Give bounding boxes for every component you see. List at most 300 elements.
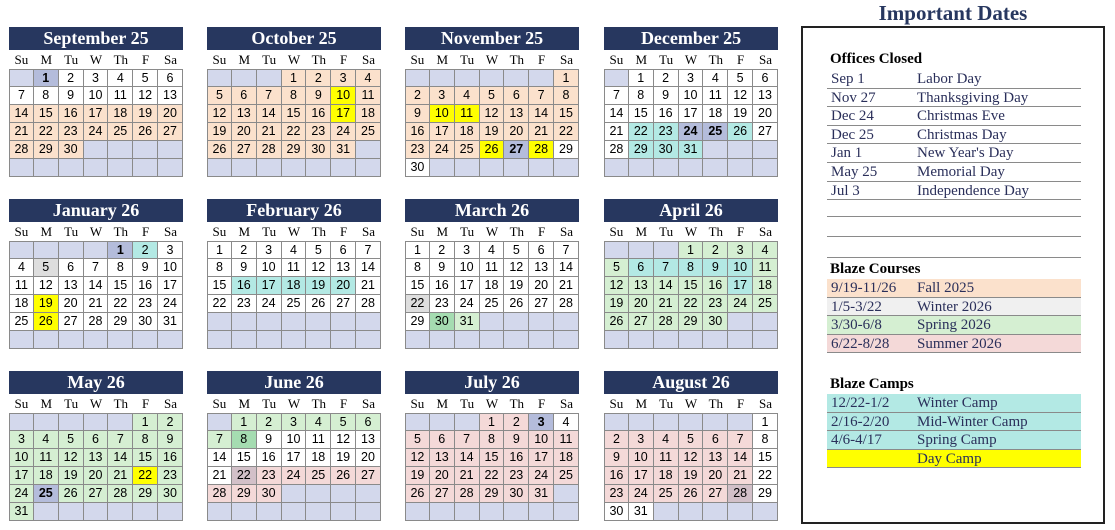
- week-row: [9, 159, 183, 177]
- day-cell: 30: [133, 313, 158, 331]
- day-cell: 27: [430, 485, 455, 503]
- day-cell: 29: [133, 485, 158, 503]
- empty-day-cell: [282, 159, 307, 177]
- empty-day-cell: [554, 331, 579, 349]
- day-cell: 23: [158, 467, 183, 485]
- day-cell: 13: [84, 449, 109, 467]
- week-row: [207, 159, 381, 177]
- day-cell: 28: [654, 313, 679, 331]
- empty-day-cell: [108, 141, 133, 159]
- day-cell: 6: [703, 431, 728, 449]
- day-cell: 26: [405, 485, 430, 503]
- empty-day-cell: [629, 159, 654, 177]
- week-row: [604, 431, 778, 449]
- empty-day-cell: [629, 331, 654, 349]
- day-cell: 26: [207, 141, 232, 159]
- day-cell: 8: [405, 259, 430, 277]
- day-cell: 19: [331, 449, 356, 467]
- day-cell: 30: [158, 485, 183, 503]
- weekday-header: [9, 50, 183, 69]
- empty-day-cell: [84, 413, 109, 431]
- empty-day-cell: [753, 331, 778, 349]
- week-row: [604, 69, 778, 87]
- closed-name: Memorial Day: [917, 164, 1005, 180]
- day-cell: 18: [753, 277, 778, 295]
- day-cell: 22: [629, 123, 654, 141]
- empty-day-cell: [282, 313, 307, 331]
- day-cell: 24: [430, 141, 455, 159]
- day-cell: 2: [306, 69, 331, 87]
- empty-day-cell: [207, 503, 232, 521]
- day-cell: 18: [654, 467, 679, 485]
- empty-day-cell: [331, 159, 356, 177]
- day-cell: 28: [257, 141, 282, 159]
- weekday-label: Th: [504, 394, 529, 413]
- month-october-25: [207, 27, 381, 177]
- day-cell: 29: [480, 485, 505, 503]
- day-cell: 24: [158, 295, 183, 313]
- day-cell: 14: [654, 277, 679, 295]
- day-cell: 31: [455, 313, 480, 331]
- empty-day-cell: [604, 413, 629, 431]
- week-row: [9, 241, 183, 259]
- course-name: Winter 2026: [917, 298, 992, 315]
- week-row: [207, 241, 381, 259]
- week-row: [9, 313, 183, 331]
- day-cell: 23: [604, 485, 629, 503]
- day-cell: 25: [108, 123, 133, 141]
- week-row: [405, 241, 579, 259]
- camp-name: Mid-Winter Camp: [917, 413, 1028, 430]
- empty-day-cell: [34, 241, 59, 259]
- day-cell: 7: [529, 87, 554, 105]
- day-cell: 24: [529, 467, 554, 485]
- day-cell: 23: [257, 467, 282, 485]
- day-cell: 27: [356, 467, 381, 485]
- day-cell: 13: [629, 277, 654, 295]
- weekday-label: Sa: [356, 222, 381, 241]
- day-cell: 7: [455, 431, 480, 449]
- day-cell: 6: [430, 431, 455, 449]
- day-cell: 16: [604, 467, 629, 485]
- weekday-label: Th: [306, 222, 331, 241]
- day-cell: 10: [84, 87, 109, 105]
- empty-day-cell: [504, 331, 529, 349]
- day-cell: 31: [158, 313, 183, 331]
- weekday-label: Sa: [158, 222, 183, 241]
- day-cell: 27: [331, 295, 356, 313]
- weekday-label: Sa: [158, 394, 183, 413]
- empty-day-cell: [9, 331, 34, 349]
- weekday-label: Sa: [356, 394, 381, 413]
- empty-day-cell: [9, 159, 34, 177]
- day-cell: 21: [356, 277, 381, 295]
- day-cell: 21: [455, 467, 480, 485]
- day-cell: 19: [504, 277, 529, 295]
- day-cell: 12: [728, 87, 753, 105]
- empty-day-cell: [654, 503, 679, 521]
- course-row: [827, 335, 1081, 354]
- day-cell: 19: [604, 295, 629, 313]
- day-cell: 21: [9, 123, 34, 141]
- week-row: [405, 485, 579, 503]
- day-cell: 23: [504, 467, 529, 485]
- week-row: [405, 431, 579, 449]
- empty-day-cell: [455, 413, 480, 431]
- day-cell: 13: [356, 431, 381, 449]
- day-cell: 18: [9, 295, 34, 313]
- day-cell: 29: [554, 141, 579, 159]
- day-cell: 9: [59, 87, 84, 105]
- week-row: [207, 485, 381, 503]
- day-cell: 20: [504, 123, 529, 141]
- week-row: [405, 295, 579, 313]
- day-cell: 8: [108, 259, 133, 277]
- closed-row: [827, 70, 1081, 89]
- closed-date: Dec 24: [831, 108, 874, 125]
- day-cell: 1: [34, 69, 59, 87]
- empty-day-cell: [480, 331, 505, 349]
- day-cell: 4: [753, 241, 778, 259]
- week-row: [604, 87, 778, 105]
- empty-day-cell: [604, 241, 629, 259]
- day-cell: 4: [282, 241, 307, 259]
- day-cell: 31: [331, 141, 356, 159]
- day-cell: 2: [430, 241, 455, 259]
- day-cell: 3: [455, 241, 480, 259]
- closed-row: [827, 89, 1081, 108]
- day-cell: 19: [405, 467, 430, 485]
- day-cell: 16: [504, 449, 529, 467]
- day-cell: 26: [604, 313, 629, 331]
- day-cell: 21: [728, 467, 753, 485]
- empty-day-cell: [430, 503, 455, 521]
- day-cell: 14: [554, 259, 579, 277]
- day-cell: 28: [207, 485, 232, 503]
- empty-day-cell: [84, 241, 109, 259]
- day-cell: 15: [629, 105, 654, 123]
- empty-day-cell: [331, 313, 356, 331]
- day-cell: 14: [84, 277, 109, 295]
- day-cell: 17: [629, 467, 654, 485]
- day-cell: 27: [158, 123, 183, 141]
- day-cell: 21: [654, 295, 679, 313]
- day-cell: 11: [282, 259, 307, 277]
- week-row: [604, 123, 778, 141]
- week-row: [9, 259, 183, 277]
- empty-day-cell: [430, 69, 455, 87]
- week-row: [405, 159, 579, 177]
- month-june-26: [207, 371, 381, 521]
- empty-day-cell: [331, 331, 356, 349]
- empty-day-cell: [108, 413, 133, 431]
- camp-name: Winter Camp: [917, 395, 998, 411]
- weekday-header: [9, 222, 183, 241]
- weekday-label: Th: [703, 50, 728, 69]
- day-cell: 30: [306, 141, 331, 159]
- day-cell: 25: [480, 295, 505, 313]
- month-title: June 26: [207, 371, 381, 394]
- week-row: [604, 295, 778, 313]
- day-cell: 23: [654, 123, 679, 141]
- empty-day-cell: [59, 331, 84, 349]
- day-cell: 1: [753, 413, 778, 431]
- day-cell: 29: [405, 313, 430, 331]
- day-cell: 4: [9, 259, 34, 277]
- day-cell: 21: [554, 277, 579, 295]
- day-cell: 6: [356, 413, 381, 431]
- day-cell: 17: [679, 105, 704, 123]
- day-cell: 16: [306, 105, 331, 123]
- month-title: October 25: [207, 27, 381, 50]
- day-cell: 27: [703, 485, 728, 503]
- day-cell: 14: [728, 449, 753, 467]
- weekday-label: Su: [9, 50, 34, 69]
- day-cell: 12: [207, 105, 232, 123]
- empty-day-cell: [728, 503, 753, 521]
- day-cell: 6: [504, 87, 529, 105]
- weekday-label: Tu: [654, 222, 679, 241]
- empty-day-cell: [306, 503, 331, 521]
- day-cell: 20: [59, 295, 84, 313]
- camp-row: [827, 413, 1081, 432]
- day-cell: 13: [331, 259, 356, 277]
- empty-day-cell: [84, 503, 109, 521]
- day-cell: 12: [405, 449, 430, 467]
- weekday-header: [604, 50, 778, 69]
- day-cell: 12: [59, 449, 84, 467]
- weekday-label: M: [629, 394, 654, 413]
- empty-day-cell: [604, 331, 629, 349]
- empty-day-cell: [728, 159, 753, 177]
- day-cell: 1: [133, 413, 158, 431]
- empty-day-cell: [554, 313, 579, 331]
- day-cell: 20: [430, 467, 455, 485]
- empty-day-cell: [108, 503, 133, 521]
- day-cell: 23: [59, 123, 84, 141]
- weekday-label: Su: [604, 50, 629, 69]
- empty-day-cell: [629, 413, 654, 431]
- camp-date: 2/16-2/20: [831, 413, 890, 430]
- closed-name: Independence Day: [917, 182, 1030, 199]
- empty-day-cell: [679, 331, 704, 349]
- day-cell: 9: [604, 449, 629, 467]
- day-cell: 20: [232, 123, 257, 141]
- day-cell: 7: [654, 259, 679, 277]
- empty-day-cell: [405, 503, 430, 521]
- week-row: [405, 105, 579, 123]
- day-cell: 4: [306, 413, 331, 431]
- empty-day-cell: [504, 313, 529, 331]
- day-cell: 8: [232, 431, 257, 449]
- weekday-label: M: [629, 50, 654, 69]
- day-cell: 26: [480, 141, 505, 159]
- day-cell: 12: [306, 259, 331, 277]
- week-row: [9, 467, 183, 485]
- day-cell: 15: [405, 277, 430, 295]
- day-cell: 3: [158, 241, 183, 259]
- day-cell: 25: [282, 295, 307, 313]
- week-row: [405, 331, 579, 349]
- week-row: [9, 449, 183, 467]
- camp-date: [827, 450, 917, 468]
- weekday-header: [405, 394, 579, 413]
- day-cell: 30: [430, 313, 455, 331]
- day-cell: 19: [133, 105, 158, 123]
- weekday-label: M: [232, 222, 257, 241]
- empty-day-cell: [306, 313, 331, 331]
- day-cell: 24: [257, 295, 282, 313]
- month-title: July 26: [405, 371, 579, 394]
- day-cell: 1: [282, 69, 307, 87]
- empty-day-cell: [604, 69, 629, 87]
- day-cell: 1: [480, 413, 505, 431]
- day-cell: 9: [306, 87, 331, 105]
- day-cell: 30: [604, 503, 629, 521]
- day-cell: 1: [629, 69, 654, 87]
- closed-name: Thanksgiving Day: [917, 89, 1029, 106]
- week-row: [207, 413, 381, 431]
- day-cell: 28: [356, 295, 381, 313]
- day-cell: 29: [282, 141, 307, 159]
- day-cell: 14: [529, 105, 554, 123]
- closed-date: May 25: [831, 164, 878, 180]
- closed-row: [827, 182, 1081, 201]
- empty-day-cell: [331, 503, 356, 521]
- blaze-camps-title: Blaze Camps: [830, 376, 914, 392]
- day-cell: 20: [356, 449, 381, 467]
- day-cell: 9: [405, 105, 430, 123]
- week-row: [207, 449, 381, 467]
- day-cell: 29: [629, 141, 654, 159]
- weekday-label: Tu: [654, 50, 679, 69]
- day-cell: 22: [679, 295, 704, 313]
- empty-day-cell: [59, 241, 84, 259]
- weekday-label: Th: [703, 394, 728, 413]
- week-row: [207, 295, 381, 313]
- day-cell: 2: [257, 413, 282, 431]
- closed-row: [827, 144, 1081, 163]
- day-cell: 4: [554, 413, 579, 431]
- week-row: [604, 467, 778, 485]
- day-cell: 7: [9, 87, 34, 105]
- day-cell: 19: [728, 105, 753, 123]
- day-cell: 26: [331, 467, 356, 485]
- empty-day-cell: [679, 413, 704, 431]
- important-dates-title: Important Dates: [878, 1, 1028, 25]
- day-cell: 18: [282, 277, 307, 295]
- weekday-label: Tu: [455, 394, 480, 413]
- weekday-label: Th: [504, 50, 529, 69]
- day-cell: 6: [84, 431, 109, 449]
- empty-day-cell: [455, 331, 480, 349]
- day-cell: 12: [480, 105, 505, 123]
- weekday-label: Tu: [455, 50, 480, 69]
- day-cell: 6: [331, 241, 356, 259]
- closed-name: Christmas Eve: [917, 108, 1005, 125]
- week-row: [405, 87, 579, 105]
- day-cell: 26: [728, 123, 753, 141]
- day-cell: 11: [455, 105, 480, 123]
- day-cell: 17: [728, 277, 753, 295]
- week-row: [9, 69, 183, 87]
- day-cell: 25: [703, 123, 728, 141]
- day-cell: 15: [753, 449, 778, 467]
- day-cell: 3: [679, 69, 704, 87]
- day-cell: 2: [604, 431, 629, 449]
- week-row: [604, 313, 778, 331]
- weekday-label: Tu: [654, 394, 679, 413]
- weekday-label: W: [84, 222, 109, 241]
- empty-day-cell: [679, 503, 704, 521]
- day-cell: 10: [430, 105, 455, 123]
- empty-day-cell: [430, 159, 455, 177]
- camp-name: Day Camp: [917, 450, 982, 467]
- day-cell: 2: [654, 69, 679, 87]
- week-row: [207, 141, 381, 159]
- day-cell: 4: [455, 87, 480, 105]
- weekday-label: W: [679, 394, 704, 413]
- weekday-header: [9, 394, 183, 413]
- weekday-label: Sa: [753, 50, 778, 69]
- weekday-label: Su: [207, 394, 232, 413]
- week-row: [405, 413, 579, 431]
- week-row: [207, 467, 381, 485]
- weekday-label: M: [430, 222, 455, 241]
- week-row: [207, 123, 381, 141]
- day-cell: 22: [34, 123, 59, 141]
- day-cell: 24: [629, 485, 654, 503]
- day-cell: 25: [356, 123, 381, 141]
- day-cell: 13: [232, 105, 257, 123]
- week-row: [604, 485, 778, 503]
- closed-name: Labor Day: [917, 71, 982, 87]
- weekday-label: Sa: [356, 50, 381, 69]
- empty-day-cell: [654, 413, 679, 431]
- day-cell: 16: [158, 449, 183, 467]
- week-row: [604, 413, 778, 431]
- day-cell: 16: [232, 277, 257, 295]
- day-cell: 5: [504, 241, 529, 259]
- day-cell: 27: [753, 123, 778, 141]
- day-cell: 4: [703, 69, 728, 87]
- closed-row: [827, 163, 1081, 182]
- weekday-label: Th: [108, 394, 133, 413]
- weekday-label: Th: [108, 222, 133, 241]
- day-cell: 29: [34, 141, 59, 159]
- day-cell: 24: [455, 295, 480, 313]
- month-title: January 26: [9, 199, 183, 222]
- empty-day-cell: [133, 141, 158, 159]
- day-cell: 12: [331, 431, 356, 449]
- day-cell: 18: [455, 123, 480, 141]
- empty-day-cell: [356, 485, 381, 503]
- empty-day-cell: [356, 141, 381, 159]
- day-cell: 3: [257, 241, 282, 259]
- empty-day-cell: [133, 503, 158, 521]
- day-cell: 16: [405, 123, 430, 141]
- weekday-label: Th: [306, 50, 331, 69]
- empty-day-cell: [753, 503, 778, 521]
- empty-day-cell: [480, 69, 505, 87]
- month-title: September 25: [9, 27, 183, 50]
- day-cell: 23: [405, 141, 430, 159]
- week-row: [207, 331, 381, 349]
- day-cell: 8: [554, 87, 579, 105]
- weekday-label: Tu: [59, 222, 84, 241]
- week-row: [207, 105, 381, 123]
- empty-line: [827, 236, 1081, 237]
